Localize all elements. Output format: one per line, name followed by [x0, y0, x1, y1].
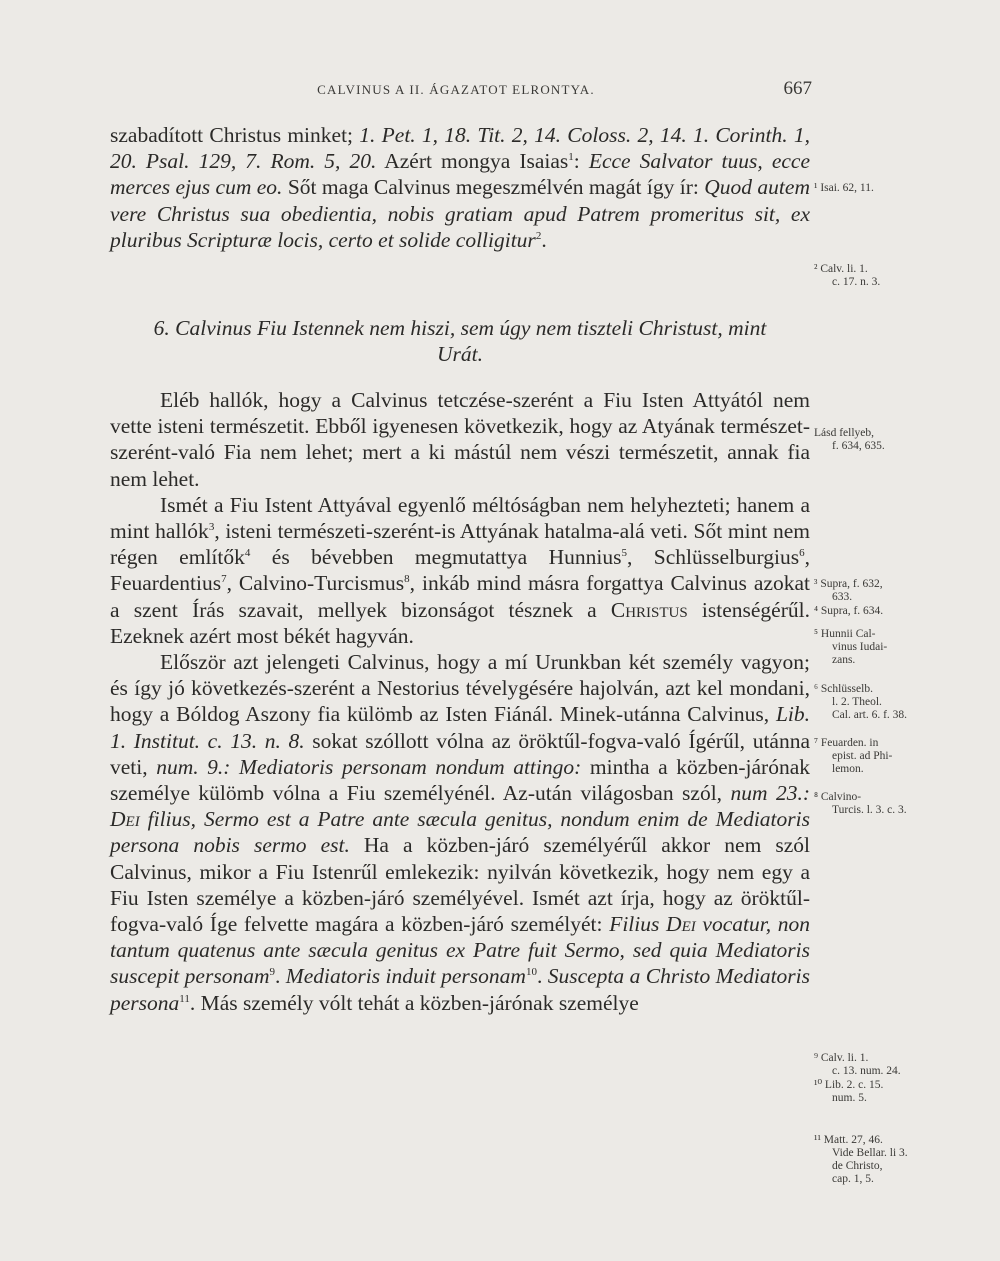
text-run: :: [573, 149, 589, 174]
text-run: .: [541, 227, 547, 252]
text-run: , Schlüsselburgius: [626, 545, 800, 570]
margin-note-3: [814, 578, 908, 604]
text-run: Lib. 1. Institut. c. 13. n. 8.: [110, 702, 810, 753]
text-run: Suscepta a Christo Mediatoris persona: [110, 964, 811, 1015]
footnote-marker: 9: [269, 966, 275, 979]
text-run: num. 9.: Mediatoris personam nondum attingo:: [156, 754, 582, 779]
text-run: vocatur, non tantum quatenus ante sæcula genitus ex Patre fuit Sermo, sed quia Mediatoris suscepit personam: [110, 912, 811, 989]
margin-note-line: ⁷ Feuarden. in: [814, 737, 879, 749]
margin-note-line: 633.: [832, 591, 853, 603]
footnote-marker: 7: [221, 573, 227, 586]
text-run: filius, Sermo est a Patre ante sæcula genitus, nondum enim de Mediatoris persona nobis sermo est.: [110, 807, 810, 858]
margin-note-line: Vide Bellar. li 3.: [832, 1147, 908, 1159]
footnote-marker: 3: [208, 520, 215, 533]
margin-note-5: [814, 628, 908, 667]
margin-note-10: [814, 1079, 908, 1105]
margin-note-line: epist. ad Phi-: [832, 750, 893, 762]
text-run: Mediatoris induit personam: [285, 964, 526, 989]
margin-note-line: l. 2. Theol.: [832, 696, 882, 708]
margin-note-line: ⁵ Hunnii Cal-: [814, 628, 876, 640]
footnote-marker: 10: [525, 966, 537, 979]
text-run: , Calvino-Turcismus: [226, 571, 405, 596]
margin-note-9: [814, 1052, 908, 1078]
margin-note-line: ⁹ Calv. li. 1.: [814, 1052, 869, 1064]
margin-note-2: [814, 263, 908, 289]
page-number: 667: [783, 78, 812, 99]
text-run: . Más személy vólt tehát a közben-járónak személye: [189, 990, 639, 1015]
paragraph-1: [110, 122, 810, 253]
paragraph-3: [110, 492, 810, 649]
margin-note-lasd: [814, 427, 908, 453]
margin-note-line: ¹¹ Matt. 27, 46.: [814, 1134, 883, 1146]
text-run: Eléb hallók, hogy a Calvinus tetczése-szerént a Fiu Isten Attyától nem vette isteni természetit. Ebből igyenesen következik, hogy az Atyának természet-szerént-való Fia nem lehet; mert a ki mástúl nem vészi természetit, annak fia nem lehet.: [110, 388, 810, 491]
margin-note-1: [814, 182, 908, 195]
main-text: [110, 122, 810, 1016]
margin-note-line: vinus Iudai-: [832, 641, 888, 653]
footnote-marker: 1: [568, 151, 574, 164]
margin-note-11: [814, 1134, 908, 1186]
margin-note-line: Lásd fellyeb,: [814, 427, 875, 439]
text-run: és bévebben megmutattya Hunnius: [250, 545, 622, 570]
text-run: .: [536, 964, 548, 989]
margin-note-4: [814, 605, 908, 618]
text-run: , inkáb mind másra forgattya Calvinus azokat a szent Írás szavait, mellyek bizonságot tésznek a: [110, 571, 810, 622]
footnote-marker: 8: [404, 573, 410, 586]
text-run: , isteni természeti-szerént-is Attyának hatalma-alá veti. Sőt mint nem régen említők: [110, 519, 810, 570]
text-run: .: [274, 964, 286, 989]
section-title: 6. Calvinus Fiu Istennek nem hiszi, sem úgy nem tiszteli Christust, mint Urát.: [153, 316, 767, 367]
text-run: Christus: [610, 597, 688, 622]
text-run: istenségérűl. Ezeknek azért most békét hagyván.: [110, 597, 810, 648]
margin-note-line: de Christo,: [832, 1160, 883, 1172]
margin-note-line: f. 634, 635.: [832, 440, 885, 452]
text-run: Először azt jelengeti Calvinus, hogy a mí Urunkban két személy vagyon; és így jó következés-szerént a Nestorius tévelygésére hajolván, azt kel mondani, hogy a Bóldog Aszony fia külömb az Isten Fiánál. Minek-utánna Calvinus,: [110, 650, 810, 727]
footnote-marker: 6: [799, 547, 805, 560]
text-run: Ismét a Fiu Istent Attyával egyenlő méltóságban nem helyhezteti; hanem a mint hallók: [110, 492, 810, 544]
paragraph-4: [110, 649, 810, 1016]
margin-note-line: ¹⁰ Lib. 2. c. 15.: [814, 1079, 884, 1091]
text-run: , Feuardentius: [110, 545, 810, 596]
margin-note-line: ⁴ Supra, f. 634.: [814, 605, 884, 617]
margin-note-8: [814, 791, 908, 817]
text-run: Dei: [110, 807, 140, 832]
margin-note-line: num. 5.: [832, 1092, 867, 1104]
page-header: [100, 78, 812, 102]
margin-note-line: Cal. art. 6. f. 38.: [832, 709, 908, 721]
margin-note-line: lemon.: [832, 763, 864, 775]
footnote-marker: 11: [179, 992, 190, 1005]
text-run: Sőt maga Calvinus megeszmélvén magát így ír:: [282, 175, 705, 200]
margin-note-line: ³ Supra, f. 632,: [814, 578, 883, 590]
text-run: Ecce Salvator tuus, ecce merces ejus cum eo.: [110, 149, 810, 200]
running-title: CALVINUS A II. ÁGAZATOT ELRONTYA.: [317, 82, 595, 97]
text-run: mintha a közben-járónak személye külömb vólna a Fiu személyénél. Az-után világosban szól,: [110, 754, 810, 806]
margin-note-line: cap. 1, 5.: [832, 1173, 874, 1185]
margin-note-6: [814, 683, 908, 722]
paragraph-2: [110, 387, 810, 492]
margin-note-line: ¹ Isai. 62, 11.: [814, 182, 874, 194]
text-run: Filius: [609, 912, 667, 937]
text-run: Quod autem vere Christus sua obedientia, nobis gratiam apud Patrem promeritus sit, ex pluribus Scripturæ locis, certo et solide colligitur: [110, 175, 810, 252]
margin-note-line: ⁶ Schlüsselb.: [814, 683, 873, 695]
footnote-marker: 5: [621, 547, 627, 560]
text-run: Azért mongya Isaias: [376, 149, 569, 174]
margin-note-line: ² Calv. li. 1.: [814, 263, 868, 275]
text-run: sokat szóllott vólna az öröktűl-fogva-való Ígérűl, utánna veti,: [110, 728, 810, 779]
margin-note-line: ⁸ Calvino-: [814, 791, 862, 803]
footnote-marker: 4: [244, 547, 251, 560]
text-run: num 23.:: [730, 781, 811, 806]
text-run: Dei: [666, 912, 696, 937]
margin-note-line: Turcis. l. 3. c. 3.: [832, 804, 907, 816]
text-run: szabadított Christus minket;: [110, 123, 360, 147]
margin-note-line: zans.: [832, 654, 856, 666]
margin-note-line: c. 17. n. 3.: [832, 276, 881, 288]
margin-note-7: [814, 737, 908, 776]
margin-note-line: c. 13. num. 24.: [832, 1065, 901, 1077]
text-run: 1. Pet. 1, 18. Tit. 2, 14. Coloss. 2, 14. 1. Corinth. 1, 20. Psal. 129, 7. Rom. 5, 20.: [110, 123, 810, 174]
text-run: Ha a közben-járó személyérűl akkor nem szól Calvinus, mikor a Fiu Istenrűl emlekezik: nyilván következik, hogy nem egy a Fiu Isten személye a közben-járó személyével. Ismét azt írja, hogy az öröktűl-fogva-való Íge felvette magára a közben-járó személyét:: [110, 833, 810, 937]
footnote-marker: 2: [535, 229, 542, 242]
